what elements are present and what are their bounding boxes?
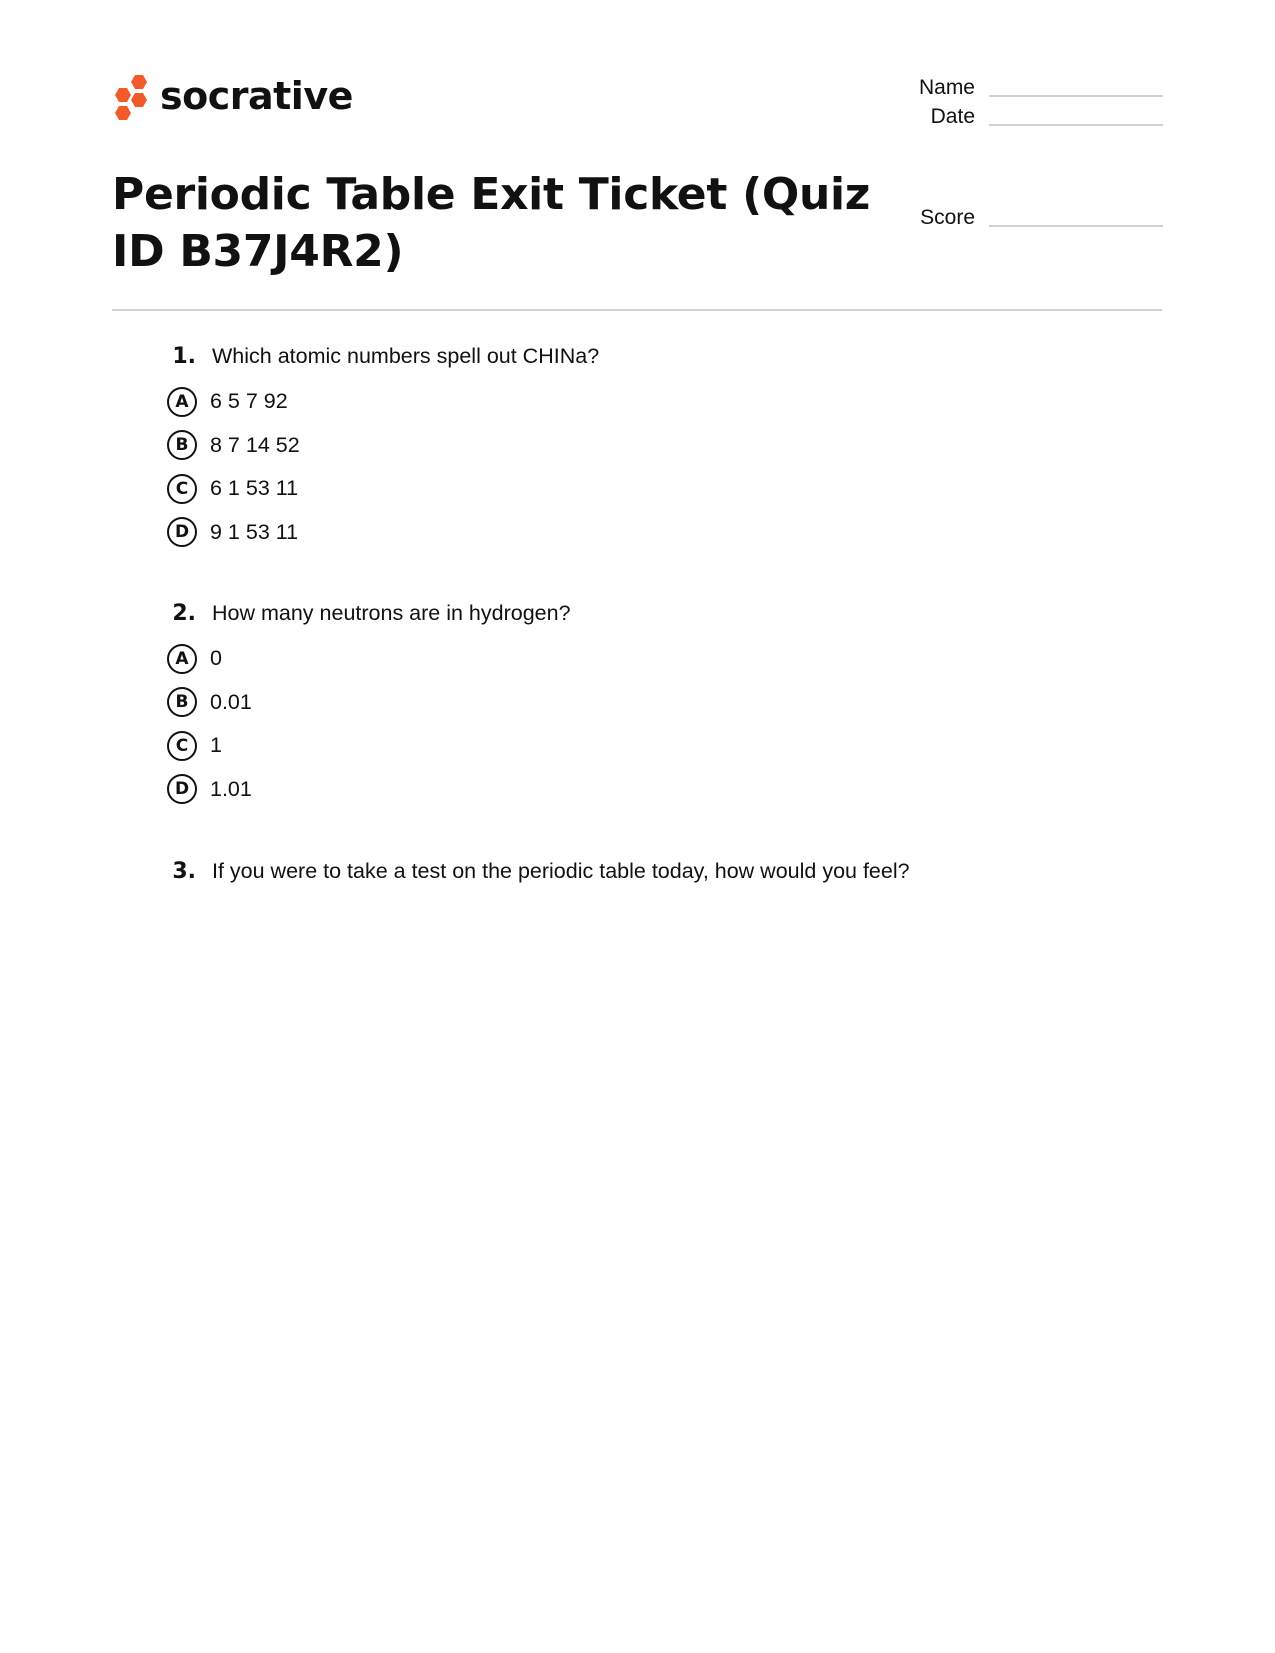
question-text: How many neutrons are in hydrogen? [212,601,571,625]
option-text: 6 1 53 11 [210,476,299,501]
option-d[interactable] [160,511,1060,555]
option-letter-circle[interactable]: A [167,644,197,674]
name-label: Name [918,76,975,99]
date-blank-line[interactable] [989,124,1163,126]
hexagon-cluster-icon [112,73,150,123]
socrative-logo [112,72,353,124]
option-letter-circle[interactable]: D [167,517,197,547]
question-number: 3. [172,859,196,884]
score-label: Score [920,206,975,229]
question-number: 2. [172,601,196,626]
option-text: 0 [210,646,222,671]
option-text: 1.01 [210,776,252,801]
brand-name: socrative [160,74,353,118]
question-2 [160,601,1060,811]
option-letter-circle[interactable]: B [167,687,197,717]
option-text: 8 7 14 52 [210,432,300,457]
question-text: Which atomic numbers spell out CHINa? [212,344,600,368]
score-field[interactable] [903,206,1163,230]
date-field[interactable] [903,105,1163,129]
option-a[interactable] [160,380,1060,424]
option-c[interactable] [160,724,1060,768]
option-b[interactable] [160,424,1060,468]
option-text: 6 5 7 92 [210,389,288,414]
option-d[interactable] [160,768,1060,812]
option-b[interactable] [160,681,1060,725]
question-text: If you were to take a test on the periodic table today, how would you feel? [212,859,910,883]
date-label: Date [930,105,975,128]
option-text: 1 [210,733,222,758]
option-letter-circle[interactable]: D [167,774,197,804]
option-letter-circle[interactable]: A [167,387,197,417]
score-blank-line[interactable] [989,225,1163,227]
option-c[interactable] [160,467,1060,511]
option-letter-circle[interactable]: C [167,474,197,504]
question-3 [160,859,1060,895]
question-number: 1. [172,344,196,369]
option-text: 0.01 [210,689,252,714]
option-letter-circle[interactable]: B [167,430,197,460]
option-a[interactable] [160,637,1060,681]
option-text: 9 1 53 11 [210,519,299,544]
option-letter-circle[interactable]: C [167,731,197,761]
page-title: Periodic Table Exit Ticket (Quiz ID B37J4R2) [112,169,871,277]
name-field[interactable] [903,76,1163,100]
name-blank-line[interactable] [989,95,1163,97]
header-divider [112,309,1162,311]
question-1 [160,344,1060,554]
